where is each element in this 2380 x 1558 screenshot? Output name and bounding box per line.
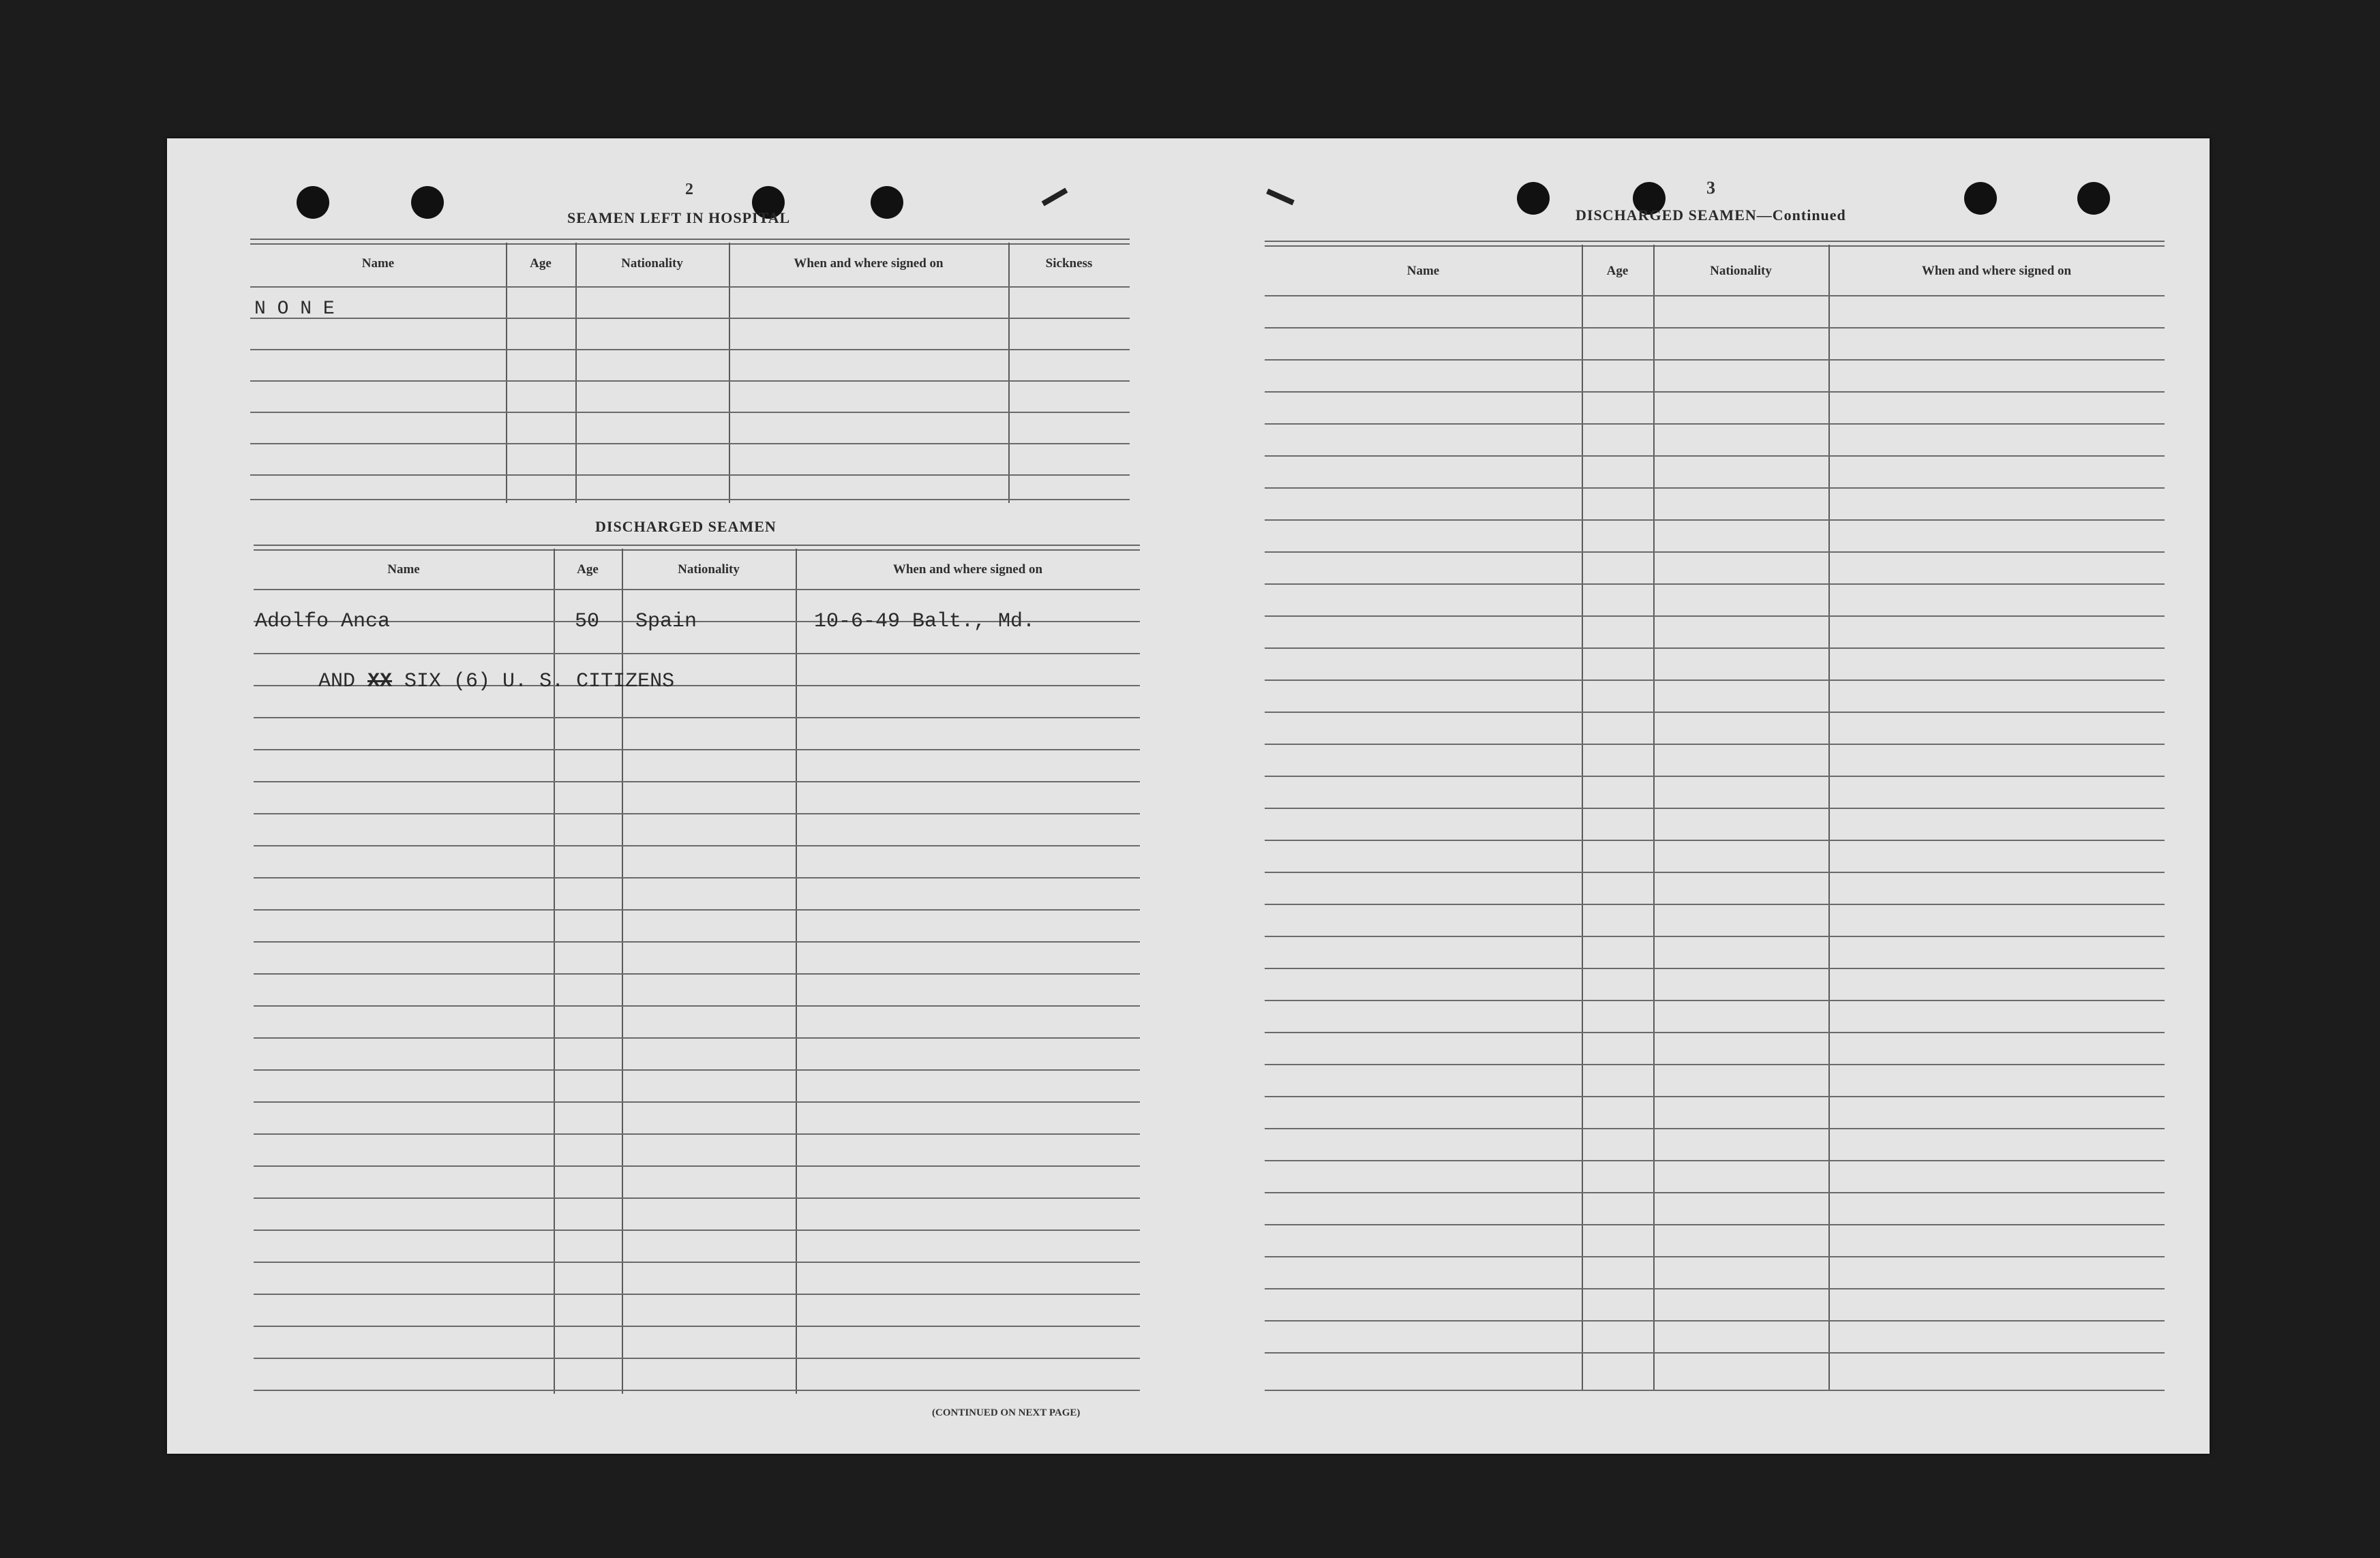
column-header-nationality: Nationality <box>678 562 740 577</box>
column-header-nationality: Nationality <box>621 256 683 271</box>
page-number: 2 <box>685 181 693 198</box>
column-header-signed-on: When and where signed on <box>1921 264 2072 278</box>
hospital-section-title: SEAMEN LEFT IN HOSPITAL <box>567 209 791 226</box>
continued-note: (CONTINUED ON NEXT PAGE) <box>932 1407 1081 1418</box>
column-header-age: Age <box>530 256 552 271</box>
page-number: 3 <box>1706 178 1715 198</box>
continued-section-title: DISCHARGED SEAMEN—Continued <box>1576 207 1846 224</box>
column-header-name: Name <box>361 256 395 271</box>
seaman-signed-on: 10-6-49 Balt., Md. <box>814 610 1036 633</box>
citizens-note: AND XX SIX (6) U. S. CITIZENS <box>318 670 675 693</box>
discharged-table <box>254 545 1140 1396</box>
binder-hole <box>1964 182 1997 215</box>
column-header-signed-on: When and where signed on <box>794 256 944 271</box>
column-header-signed-on: When and where signed on <box>892 562 1043 577</box>
scanned-document <box>167 138 2210 1454</box>
binder-hole <box>1517 182 1550 215</box>
right-page <box>1190 138 2210 1454</box>
hospital-entry: N O N E <box>254 299 335 320</box>
column-header-sickness: Sickness <box>1045 256 1093 271</box>
column-header-age: Age <box>1606 264 1629 278</box>
binder-hole <box>871 186 903 219</box>
column-header-age: Age <box>577 562 599 577</box>
column-header-nationality: Nationality <box>1710 264 1772 278</box>
binder-hole <box>2077 182 2110 215</box>
discharged-section-title: DISCHARGED SEAMEN <box>595 518 777 535</box>
seaman-age: 50 <box>575 610 600 633</box>
hospital-table <box>250 239 1130 504</box>
column-header-name: Name <box>387 562 420 577</box>
continued-table <box>1265 241 2165 1399</box>
paper-clip-mark <box>1266 189 1295 205</box>
binder-hole <box>411 186 444 219</box>
seaman-nationality: Spain <box>635 610 697 633</box>
binder-hole <box>297 186 329 219</box>
seaman-name: Adolfo Anca <box>255 610 391 633</box>
column-header-name: Name <box>1406 264 1440 278</box>
left-page <box>167 138 1190 1454</box>
struck-characters: XX <box>367 670 393 693</box>
